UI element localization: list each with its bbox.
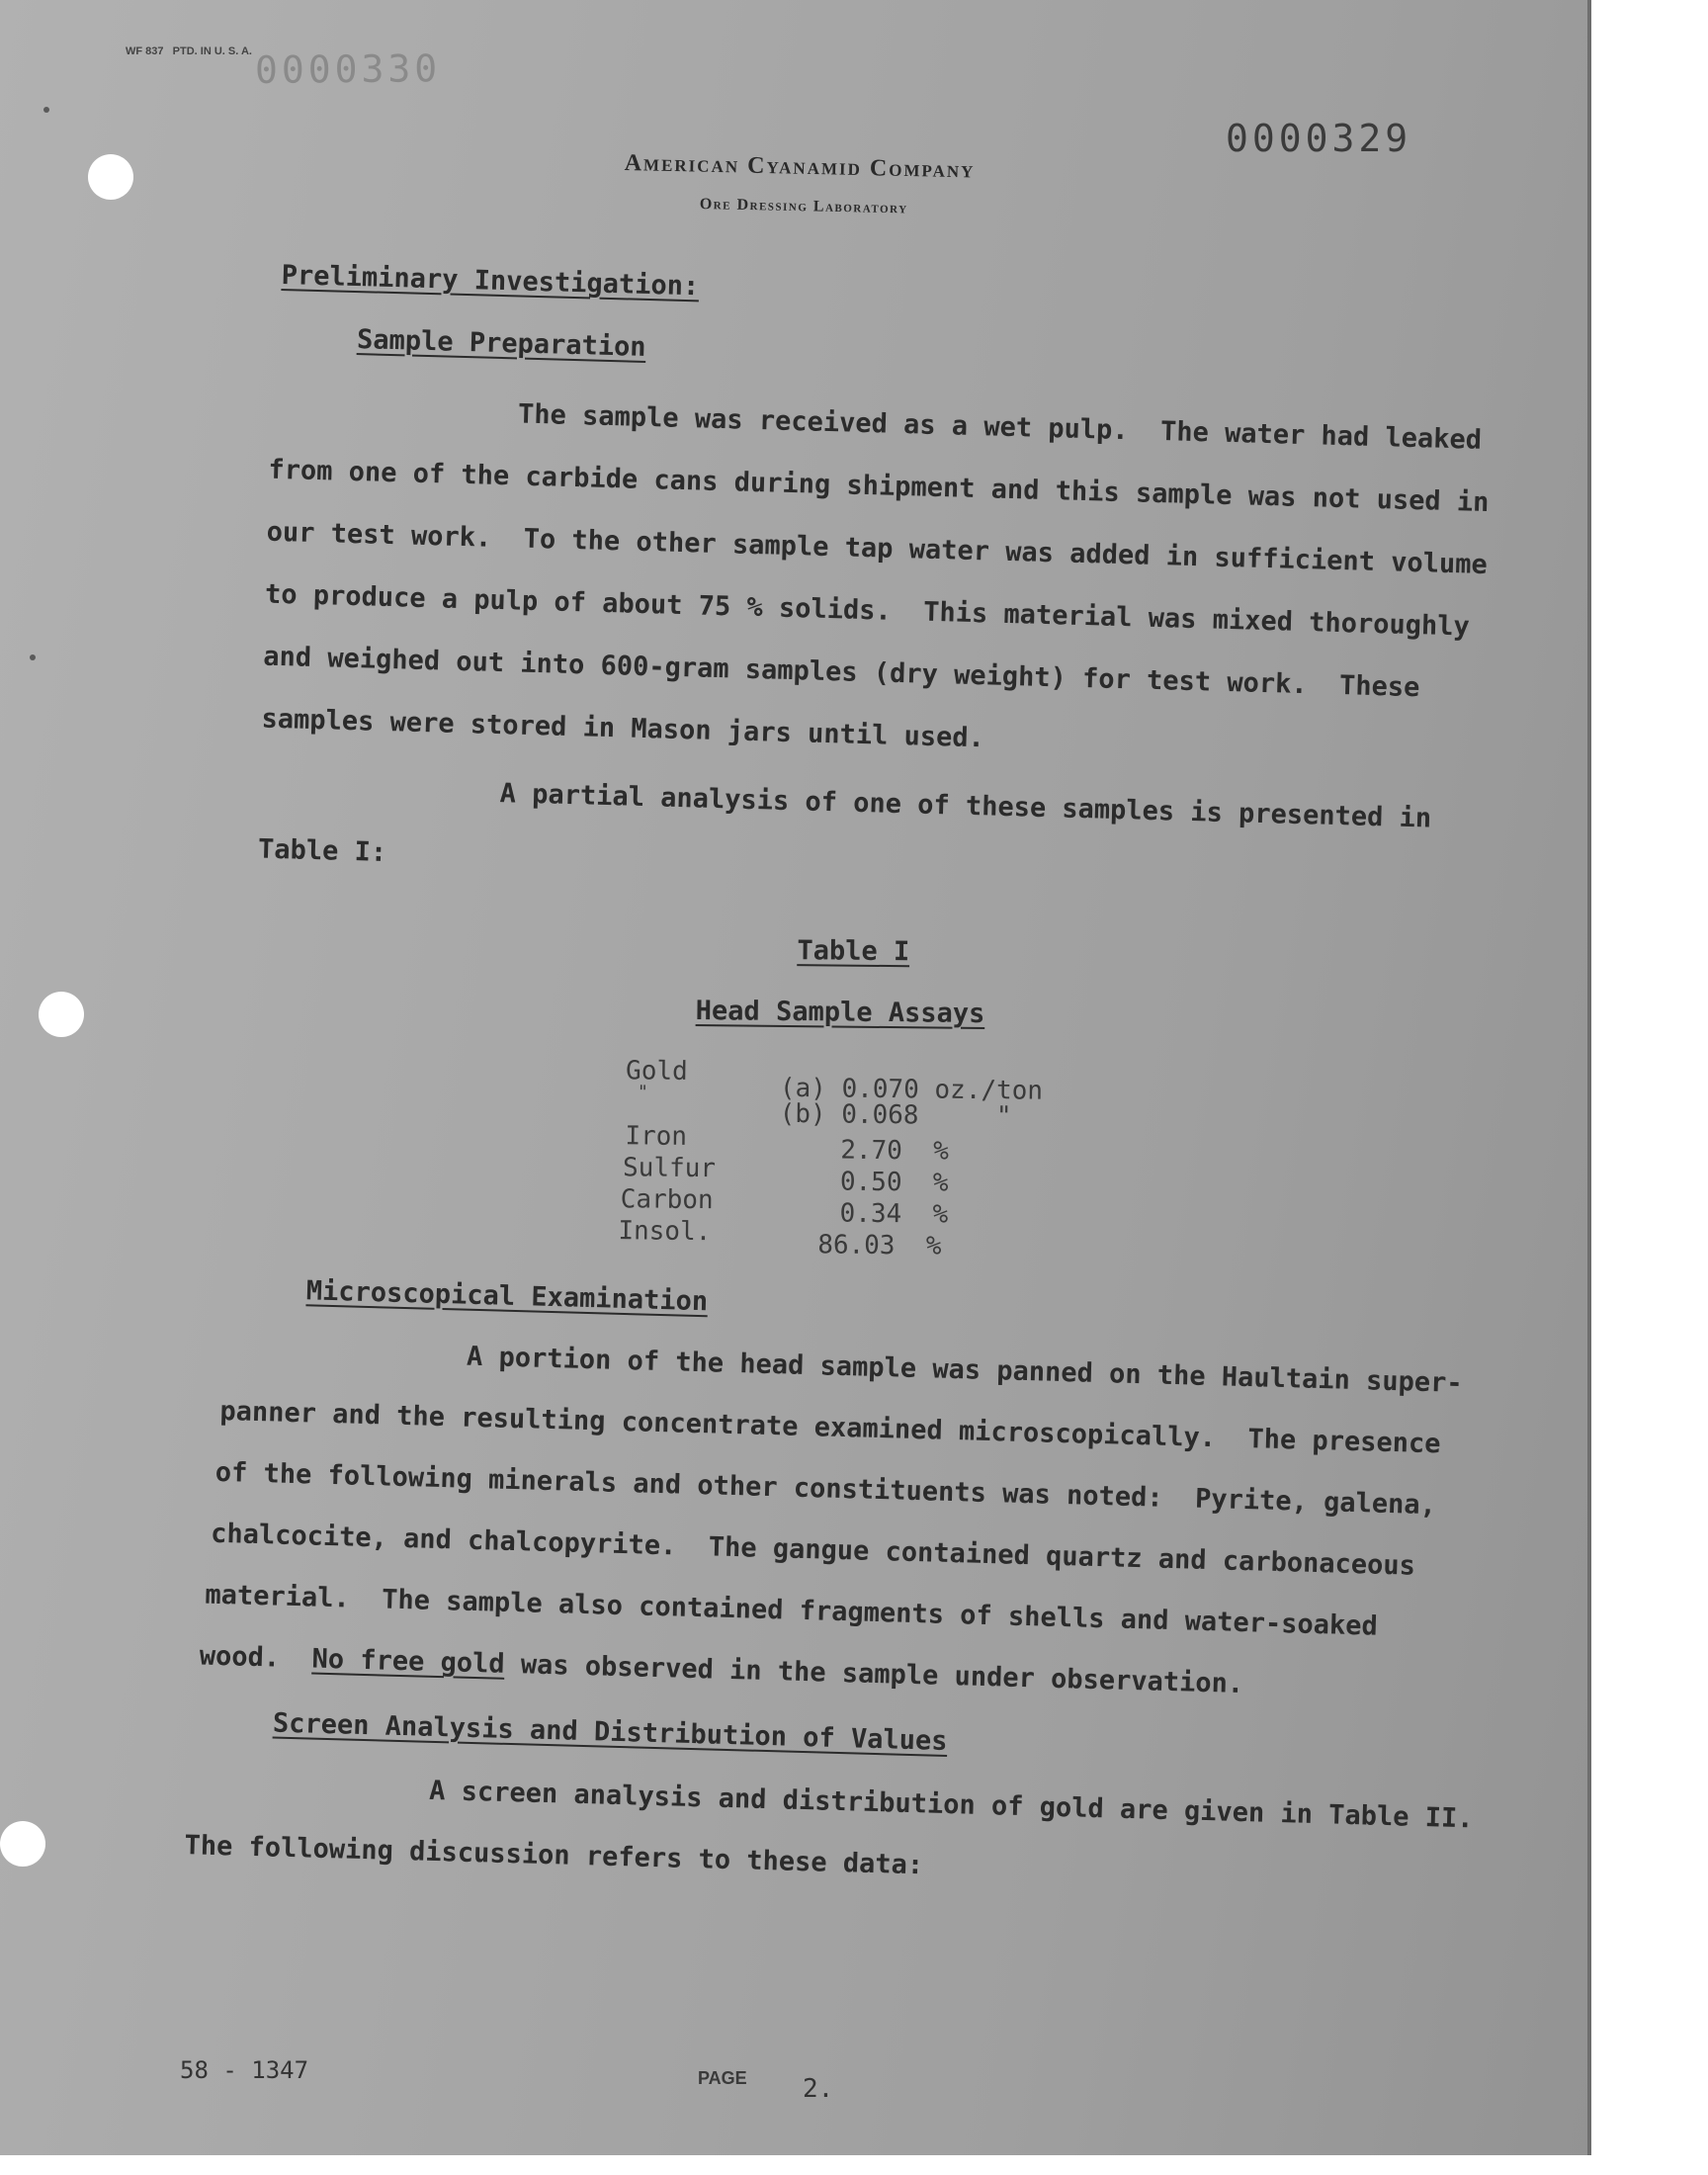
- assay-value: (b) 0.068 ": [779, 1098, 1012, 1132]
- paragraph-line: of the following minerals and other constituents was noted: Pyrite, galena,: [214, 1456, 1437, 1522]
- faint-doc-number: 0000330: [254, 46, 442, 92]
- no-free-gold-emphasis: No free gold: [311, 1643, 506, 1680]
- paragraph-line: The following discussion refers to these data:: [184, 1830, 924, 1881]
- form-stamp: WF 837 PTD. IN U. S. A.: [126, 45, 252, 57]
- paragraph-line: A screen analysis and distribution of gold are given in Table II.: [428, 1775, 1474, 1835]
- assay-element: Iron: [625, 1121, 688, 1152]
- paragraph-line: from one of the carbide cans during shipment and this sample was not used in: [268, 454, 1490, 519]
- sample-preparation-heading: Sample Preparation: [356, 324, 646, 363]
- paragraph-line: samples were stored in Mason jars until used.: [261, 703, 985, 754]
- assay-value: 86.03 %: [817, 1230, 942, 1262]
- paragraph-line: The sample was received as a wet pulp. The water had leaked: [517, 398, 1483, 456]
- assay-value: 2.70 %: [840, 1135, 950, 1167]
- paragraph-line: A portion of the head sample was panned on the Haultain super-: [466, 1341, 1464, 1399]
- line-suffix: was observed in the sample under observation.: [504, 1648, 1244, 1700]
- paragraph-line: our test work. To the other sample tap water was added in sufficient volume: [266, 516, 1489, 581]
- letterhead-department: Ore Dressing Laboratory: [699, 196, 908, 218]
- paragraph-line: Table I:: [257, 833, 387, 869]
- screen-analysis-heading: Screen Analysis and Distribution of Values: [272, 1707, 948, 1757]
- section-title: Preliminary Investigation:: [281, 259, 700, 303]
- paragraph-line-last: [199, 1640, 1243, 1699]
- assay-element: Sulfur: [622, 1153, 717, 1184]
- paragraph-line: to produce a pulp of about 75 % solids. This material was mixed thoroughly: [264, 578, 1471, 643]
- assay-element: Gold: [625, 1056, 688, 1087]
- assay-value: 0.50 %: [839, 1167, 949, 1198]
- assay-value: 0.34 %: [839, 1198, 949, 1230]
- assay-element: Carbon: [620, 1184, 714, 1216]
- file-code: 58 - 1347: [180, 2056, 309, 2084]
- assay-value: (a) 0.070 oz./ton: [779, 1073, 1044, 1106]
- page-number: 2.: [803, 2074, 834, 2104]
- line-prefix: wood.: [199, 1640, 312, 1675]
- table-1-title: Table I: [797, 935, 910, 968]
- page-label: PAGE: [698, 2068, 747, 2088]
- letterhead-company: American Cyanamid Company: [624, 150, 976, 184]
- paragraph-line: material. The sample also contained fragments of shells and water-soaked: [205, 1579, 1379, 1642]
- paragraph-line: and weighed out into 600-gram samples (dry weight) for test work. These: [262, 641, 1420, 704]
- paragraph-line: chalcocite, and chalcopyrite. The gangue contained quartz and carbonaceous: [210, 1518, 1416, 1582]
- assay-element: Insol.: [618, 1216, 712, 1248]
- microscopical-heading: Microscopical Examination: [305, 1275, 709, 1318]
- doc-number: 0000329: [1226, 117, 1412, 160]
- paragraph-line: panner and the resulting concentrate examined microscopically. The presence: [219, 1395, 1441, 1460]
- assay-element: ": [637, 1082, 648, 1103]
- table-1-subtitle: Head Sample Assays: [695, 995, 985, 1030]
- paragraph-line: A partial analysis of one of these samples is presented in: [499, 778, 1432, 834]
